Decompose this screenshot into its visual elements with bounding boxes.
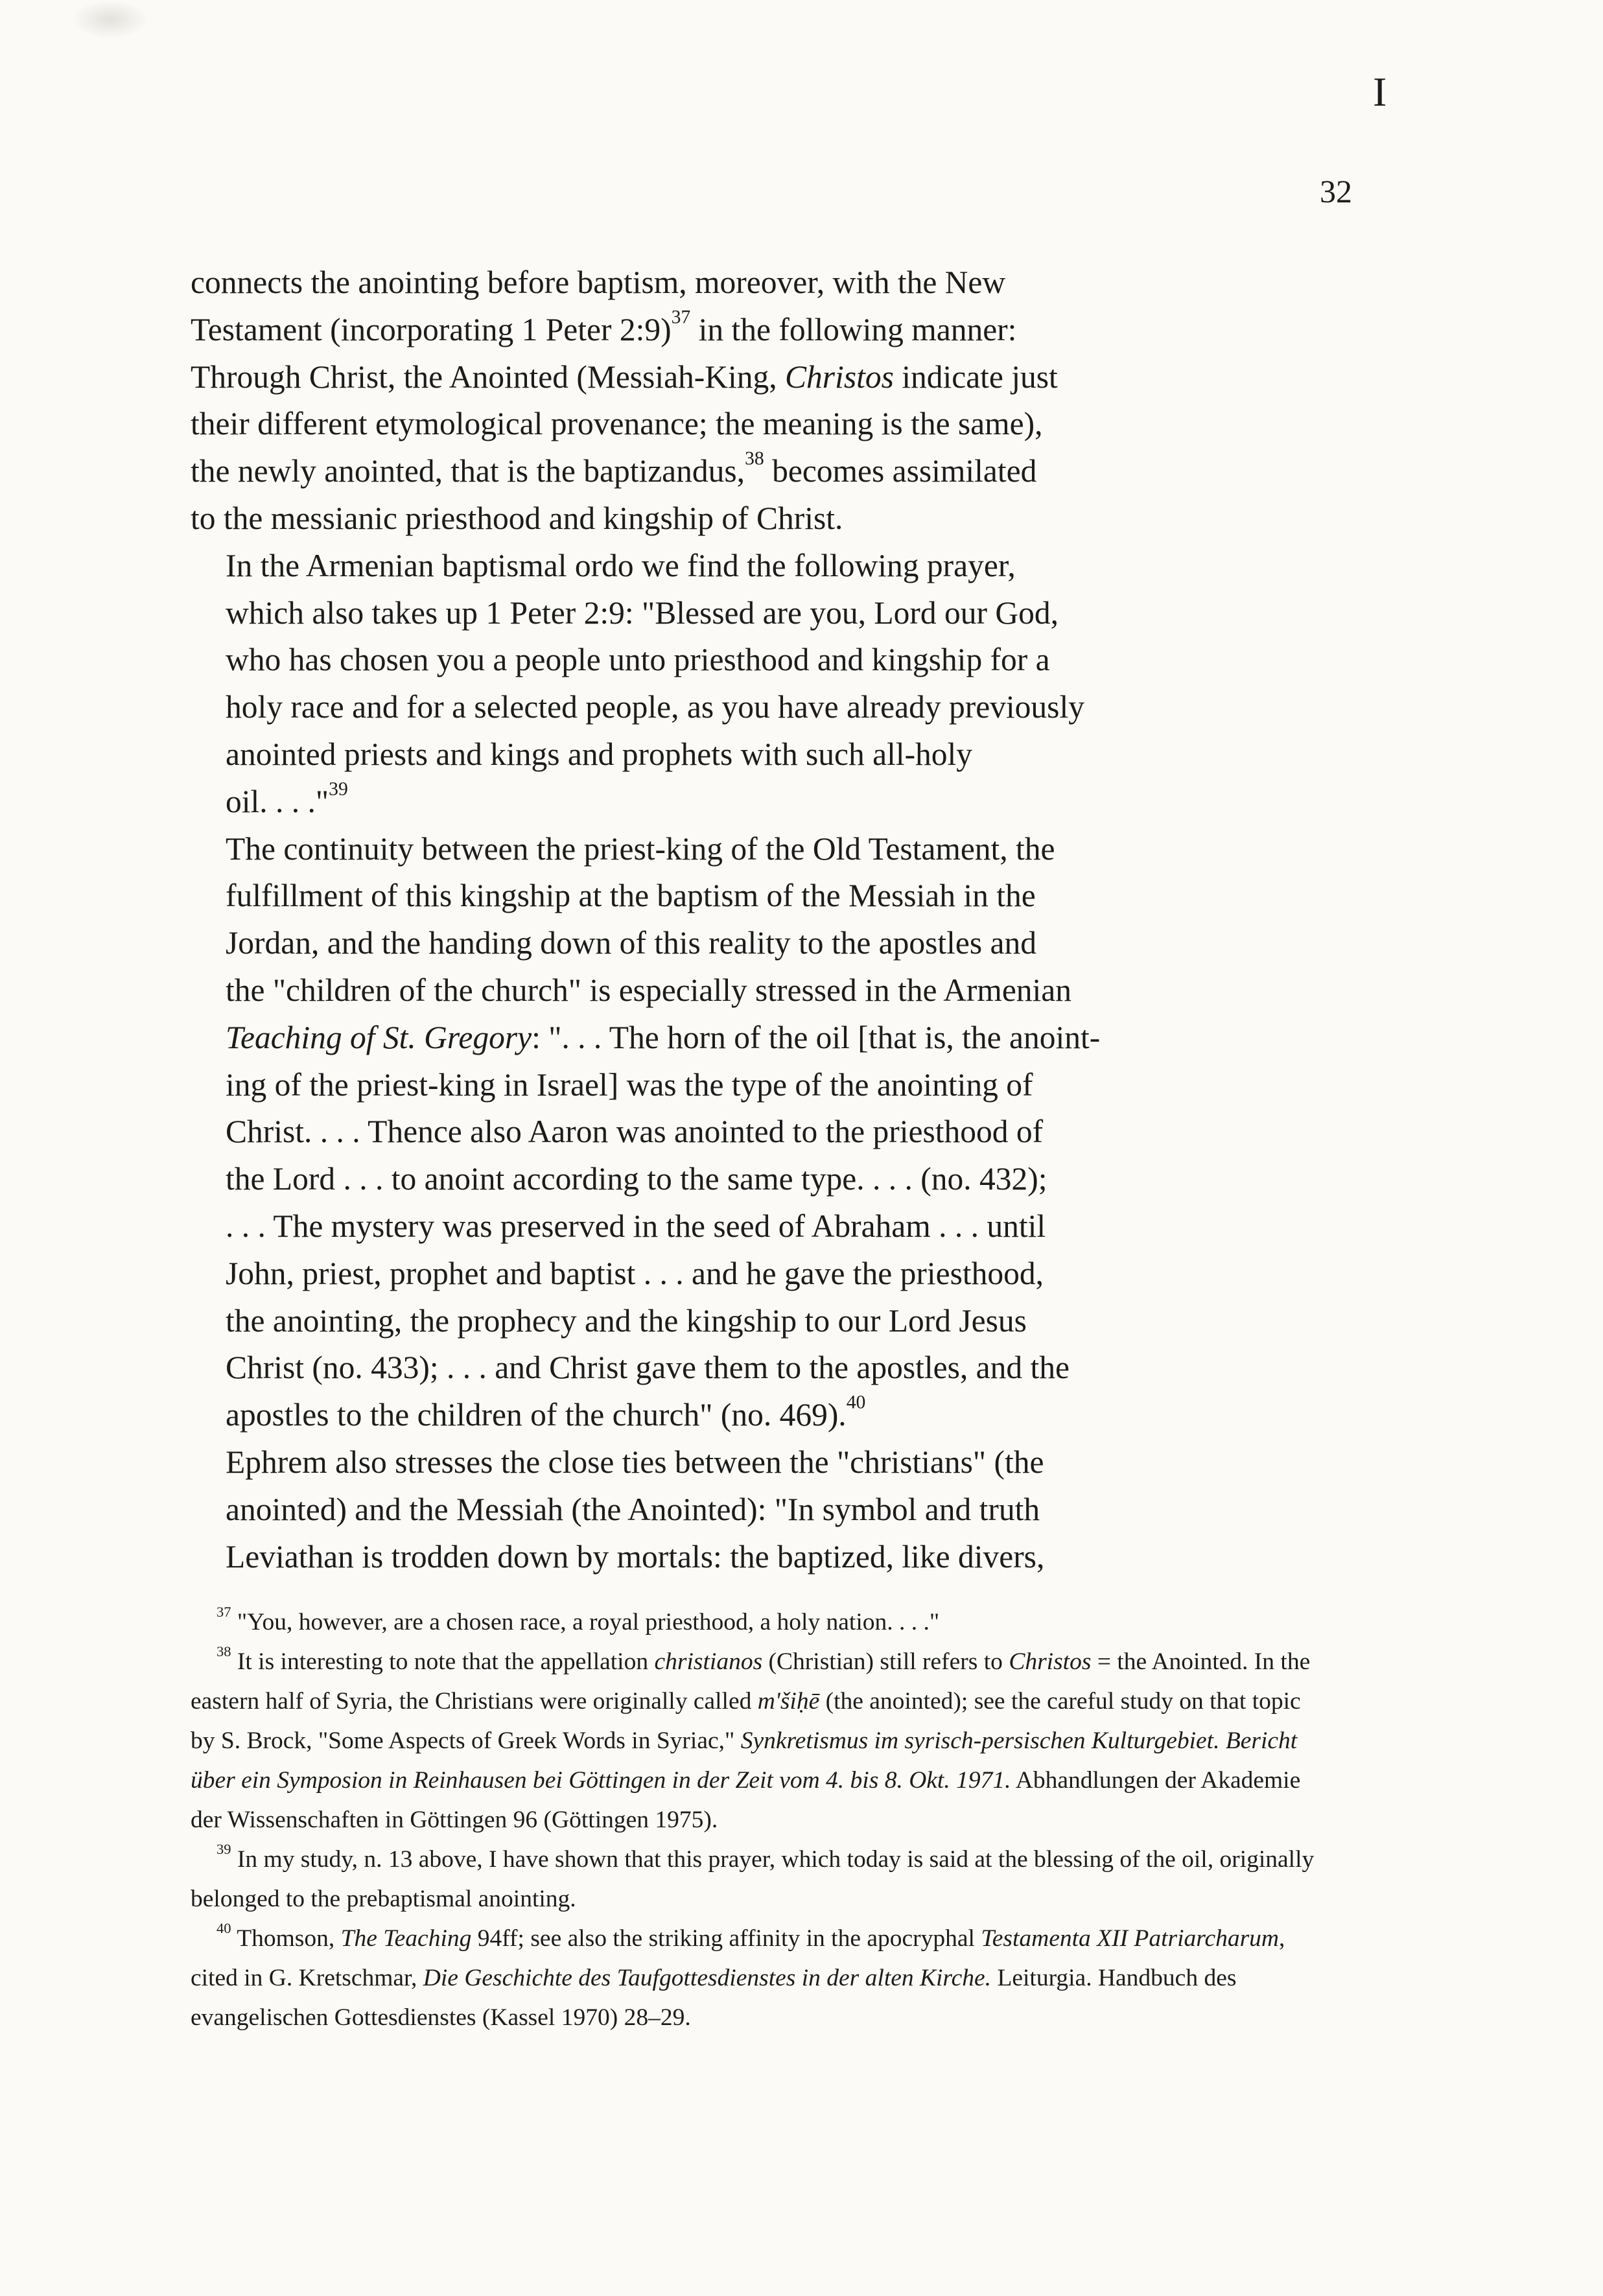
text-line: Testament (incorporating 1 Peter 2:9)$^{37}$ in the following manner: [191, 307, 1017, 347]
text-line: the newly anointed, that is the baptizandus,$^{38}$ becomes assimilated [191, 448, 1037, 489]
text-line: anointed) and the Messiah (the Anointed): "In symbol and truth [226, 1491, 1040, 1527]
text-line: the anointing, the prophecy and the kingship to our Lord Jesus [226, 1302, 1027, 1339]
scan-smudge [71, 0, 149, 39]
footnote-number: 39 [216, 1840, 231, 1857]
text-line: Teaching of St. Gregory: ". . . The horn of the oil [that is, the anoint- [226, 1019, 1101, 1055]
text-line: connects the anointing before baptism, moreover, with the New [191, 264, 1006, 300]
text-line: to the messianic priesthood and kingship of Christ. [191, 500, 843, 536]
footnote-38: $^{38}$ It is interesting to note that the appellation christianos (Christian) still refers to Christos = the Anointed. In the eastern half of Syria, the Christians were originally called m'šiḥē (the anointed); see the careful study on that topic by S. Brock, "Some Aspects of Greek Words in Syriac," Synkretismus im syrisch-persischen Kulturgebiet. Bericht über ein Symposion in Reinhausen bei Göttingen in der Zeit vom 4. bis 8. Okt. 1971. Abhandlungen der Akademie der Wissenschaften in Göttingen 96 (Göttingen 1975). [191, 1643, 1311, 1833]
footnote-37: $^{37}$ "You, however, are a chosen race, a royal priesthood, a holy nation. . . ." [216, 1603, 940, 1635]
text-line: which also takes up 1 Peter 2:9: "Blessed are you, Lord our God, [226, 594, 1059, 631]
text-line: holy race and for a selected people, as you have already previously [226, 689, 1084, 725]
text-line: Leviathan is trodden down by mortals: the baptized, like divers, [226, 1538, 1045, 1575]
text-line: John, priest, prophet and baptist . . . and he gave the priesthood, [226, 1255, 1044, 1291]
footnote-number: 37 [216, 1603, 231, 1620]
text-line: Jordan, and the handing down of this reality to the apostles and [226, 925, 1036, 961]
page-number: 32 [1320, 173, 1352, 209]
text-line: In the Armenian baptismal ordo we find the following prayer, [226, 547, 1016, 583]
text-line: the "children of the church" is especially stressed in the Armenian [226, 972, 1072, 1008]
paragraph-2 [191, 543, 1325, 826]
footnotes [191, 1602, 1325, 2037]
paragraph-4 [191, 1439, 1325, 1580]
text-line: The continuity between the priest-king of the Old Testament, the [226, 830, 1055, 867]
body-text [191, 259, 1325, 1580]
paragraph-1 [191, 259, 1325, 543]
text-line: . . . The mystery was preserved in the seed of Abraham . . . until [226, 1208, 1046, 1244]
footnote-ref: 37 [671, 307, 691, 328]
text-line: Ephrem also stresses the close ties between the "christians" (the [226, 1444, 1044, 1480]
text-line: Christ (no. 433); . . . and Christ gave them to the apostles, and the [226, 1350, 1070, 1386]
text-line: anointed priests and kings and prophets with such all-holy [226, 736, 973, 772]
text-line: apostles to the children of the church" (no. 469).$^{40}$ [226, 1392, 866, 1433]
text-line: who has chosen you a people unto priesthood and kingship for a [226, 642, 1050, 678]
text-line: Christ. . . . Thence also Aaron was anointed to the priesthood of [226, 1114, 1044, 1150]
footnote-ref: 40 [846, 1392, 866, 1413]
text-line: ing of the priest-king in Israel] was the type of the anointing of [226, 1066, 1033, 1103]
footnote-39: $^{39}$ In my study, n. 13 above, I have shown that this prayer, which today is said at the blessing of the oil, originally belonged to the prebaptismal anointing. [191, 1840, 1315, 1912]
footnote-number: 38 [216, 1643, 231, 1659]
chapter-mark: I [1373, 69, 1387, 115]
text-line: the Lord . . . to anoint according to the same type. . . . (no. 432); [226, 1161, 1047, 1197]
text-line: Through Christ, the Anointed (Messiah-King, Christos indicate just [191, 358, 1058, 395]
footnote-40: $^{40}$ Thomson, The Teaching 94ff; see also the striking affinity in the apocryphal Testamenta XII Patriarcharum, cited in G. Kretschmar, Die Geschichte des Taufgottesdienstes in der alten Kirche. Leiturgia. Handbuch des evangelischen Gottesdienstes (Kassel 1970) 28–29. [191, 1919, 1285, 2031]
text-line: oil. . . ."$^{39}$ [226, 779, 348, 819]
footnote-number: 40 [216, 1919, 231, 1936]
footnote-ref: 38 [745, 448, 764, 469]
text-line: fulfillment of this kingship at the baptism of the Messiah in the [226, 878, 1036, 914]
footnote-ref: 39 [329, 779, 348, 800]
text-line: their different etymological provenance; the meaning is the same), [191, 406, 1043, 442]
paragraph-3 [191, 826, 1325, 1439]
